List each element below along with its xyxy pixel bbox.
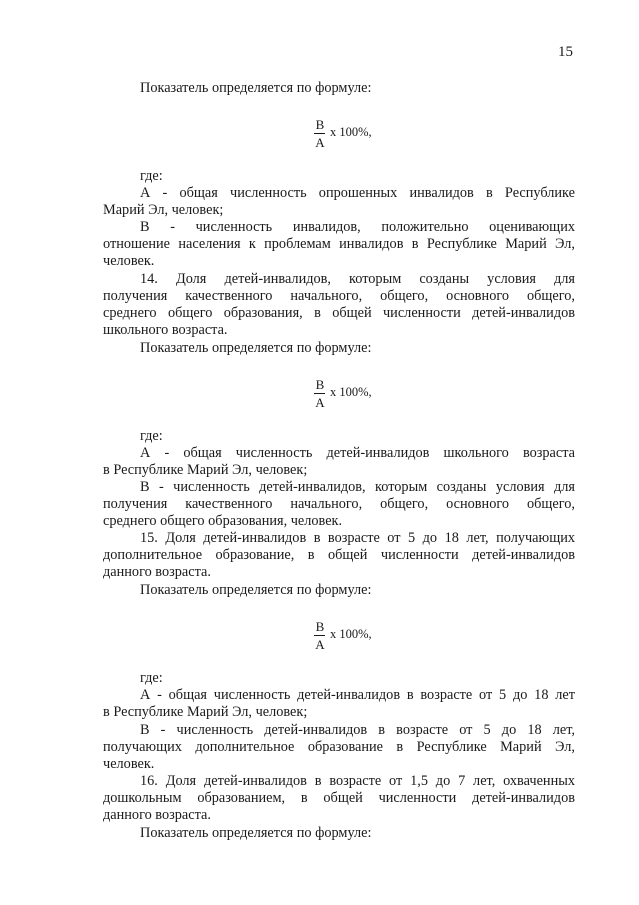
formula-intro: Показатель определяется по формуле: <box>140 825 372 841</box>
fraction-numerator: B <box>315 377 325 392</box>
text-line: Марий Эл, человек; <box>103 202 224 218</box>
text-line: получения качественного начального, общего, основного общего, <box>103 288 575 304</box>
text-line: отношение населения к проблемам инвалидов в Республике Марий Эл, <box>103 236 575 252</box>
formula-multiplier: х 100%, <box>330 385 372 399</box>
where-label: где: <box>140 670 163 686</box>
where-label: где: <box>140 168 163 184</box>
text-line: В - численность детей-инвалидов в возрасте от 5 до 18 лет, <box>140 722 575 738</box>
formula-multiplier: х 100%, <box>330 627 372 641</box>
text-line: человек. <box>103 756 155 772</box>
text-line: получающих дополнительное образование в Республике Марий Эл, <box>103 739 575 755</box>
fraction <box>314 117 326 150</box>
text-line: В - численность инвалидов, положительно оценивающих <box>140 219 575 235</box>
formula-intro: Показатель определяется по формуле: <box>140 340 372 356</box>
text-line: А - общая численность опрошенных инвалидов в Республике <box>140 185 575 201</box>
fraction-numerator: B <box>315 619 325 634</box>
fraction-bar <box>314 133 325 134</box>
text-line: человек. <box>103 253 155 269</box>
fraction-numerator: B <box>315 117 325 132</box>
text-line: 15. Доля детей-инвалидов в возрасте от 5 до 18 лет, получающих <box>140 530 575 546</box>
fraction <box>314 377 326 410</box>
text-line: данного возраста. <box>103 564 211 580</box>
text-line: дополнительное образование, в общей численности детей-инвалидов <box>103 547 575 563</box>
text-line: в Республике Марий Эл, человек; <box>103 462 308 478</box>
text-line: среднего общего образования, человек. <box>103 513 343 529</box>
page-number: 15 <box>558 44 573 60</box>
text-line: данного возраста. <box>103 807 211 823</box>
text-line: 16. Доля детей-инвалидов в возрасте от 1,5 до 7 лет, охваченных <box>140 773 575 789</box>
formula-intro: Показатель определяется по формуле: <box>140 582 372 598</box>
text-line: дошкольным образованием, в общей численности детей-инвалидов <box>103 790 575 806</box>
text-line: в Республике Марий Эл, человек; <box>103 704 308 720</box>
text-line: среднего общего образования, в общей численности детей-инвалидов <box>103 305 575 321</box>
fraction-bar <box>314 393 325 394</box>
text-line: школьного возраста. <box>103 322 228 338</box>
fraction-denominator: A <box>315 135 325 150</box>
fraction-denominator: A <box>315 395 325 410</box>
text-line: В - численность детей-инвалидов, которым созданы условия для <box>140 479 575 495</box>
fraction <box>314 619 326 652</box>
text-line: 14. Доля детей-инвалидов, которым созданы условия для <box>140 271 575 287</box>
text-line: А - общая численность детей-инвалидов в возрасте от 5 до 18 лет <box>140 687 575 703</box>
text-line: А - общая численность детей-инвалидов школьного возраста <box>140 445 575 461</box>
fraction-denominator: A <box>315 637 325 652</box>
where-label: где: <box>140 428 163 444</box>
fraction-bar <box>314 635 325 636</box>
formula-multiplier: х 100%, <box>330 125 372 139</box>
text-line: получения качественного начального, общего, основного общего, <box>103 496 575 512</box>
formula-intro: Показатель определяется по формуле: <box>140 80 372 96</box>
